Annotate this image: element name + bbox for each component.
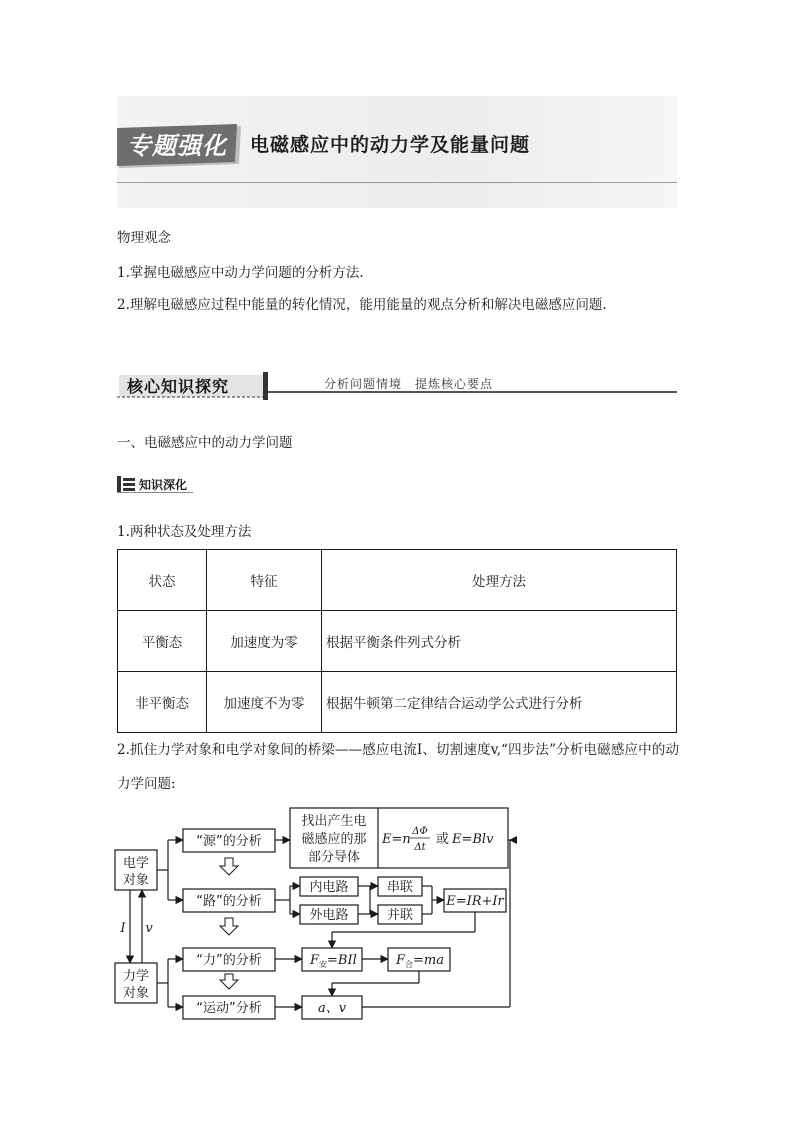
- point-1: 1.两种状态及处理方法: [117, 524, 252, 540]
- mini-heading-rule: [117, 492, 193, 493]
- inner-circuit-label: 内电路: [309, 880, 349, 895]
- motion-analysis-label: “运动”分析: [196, 1001, 262, 1016]
- part1-heading: 一、电磁感应中的动力学问题: [117, 435, 293, 451]
- emf-formula-numerator: ΔΦ: [412, 826, 428, 837]
- table-header-cell: 处理方法: [322, 550, 677, 611]
- section-title: 核心知识探究: [127, 377, 230, 396]
- states-table: [117, 549, 677, 733]
- objective-item-1: 1.掌握电磁感应中动力学问题的分析方法.: [117, 265, 364, 281]
- down-arrow-icon: [220, 858, 238, 875]
- table-cell: 加速度为零: [207, 611, 322, 672]
- parallel-label: 并联: [386, 908, 414, 923]
- table-row: [118, 611, 677, 672]
- source-analysis-label: “源”的分析: [196, 834, 262, 849]
- topic-badge-text: 专题强化: [127, 132, 227, 160]
- table-header-cell: 特征: [207, 550, 322, 611]
- table-header-row: [118, 550, 677, 611]
- electric-object-label-1: 电学: [122, 856, 150, 871]
- ohm-law-label: E=IR+Ir: [446, 894, 504, 909]
- emf-formula-prefix: E=n: [382, 832, 411, 847]
- objectives-heading: 物理观念: [117, 230, 171, 246]
- mechanic-object-label-2: 对象: [122, 986, 150, 1001]
- point-2: 2.抓住力学对象和电学对象间的桥梁——感应电流I、切割速度v,“四步法”分析电磁感应中的动力学问题:: [117, 742, 679, 792]
- table-cell: 加速度不为零: [207, 672, 322, 733]
- section-title-box: [117, 372, 269, 400]
- table-row: [118, 672, 677, 733]
- force-analysis-label: “力”的分析: [196, 953, 262, 968]
- label-v: v: [145, 921, 153, 936]
- outer-circuit-label: 外电路: [309, 908, 349, 923]
- accel-velocity-label: a、v: [317, 1001, 347, 1016]
- find-conductor-line-1: 找出产生电: [301, 814, 367, 829]
- topic-badge: [117, 122, 245, 170]
- four-step-diagram: [110, 800, 520, 1025]
- path-analysis-label: “路”的分析: [196, 894, 262, 909]
- electric-object-label-2: 对象: [122, 873, 150, 888]
- mini-heading-label: 知识深化: [139, 478, 188, 492]
- series-label: 串联: [386, 880, 414, 895]
- emf-formula-or: 或: [436, 832, 450, 847]
- table-cell: 根据平衡条件列式分析: [322, 611, 677, 672]
- header-divider: [117, 182, 677, 183]
- down-arrow-icon: [220, 918, 238, 935]
- page-title: 电磁感应中的动力学及能量问题: [250, 134, 531, 156]
- label-i: I: [120, 921, 126, 936]
- ampere-force-label: $F_安=BIl$: [310, 953, 357, 969]
- section-subtitle: 分析问题情境 提炼核心要点: [324, 377, 494, 391]
- table-cell: 根据牛顿第二定律结合运动学公式进行分析: [322, 672, 677, 733]
- emf-formula-denominator: Δt: [414, 842, 426, 853]
- down-arrow-icon: [220, 974, 238, 989]
- objective-item-2: 2.理解电磁感应过程中能量的转化情况，能用能量的观点分析和解决电磁感应问题.: [117, 297, 607, 313]
- find-conductor-line-2: 磁感应的那: [301, 832, 367, 847]
- mini-heading: [117, 475, 193, 493]
- table-cell: 平衡态: [118, 611, 207, 672]
- net-force-label: $F_合=ma$: [396, 953, 445, 969]
- emf-formula-alt: E=Blv: [452, 832, 494, 847]
- find-conductor-line-3: 部分导体: [307, 850, 361, 865]
- mechanic-object-label-1: 力学: [122, 969, 150, 984]
- heading-bars-icon: [117, 476, 135, 492]
- table-header-cell: 状态: [118, 550, 207, 611]
- table-cell: 非平衡态: [118, 672, 207, 733]
